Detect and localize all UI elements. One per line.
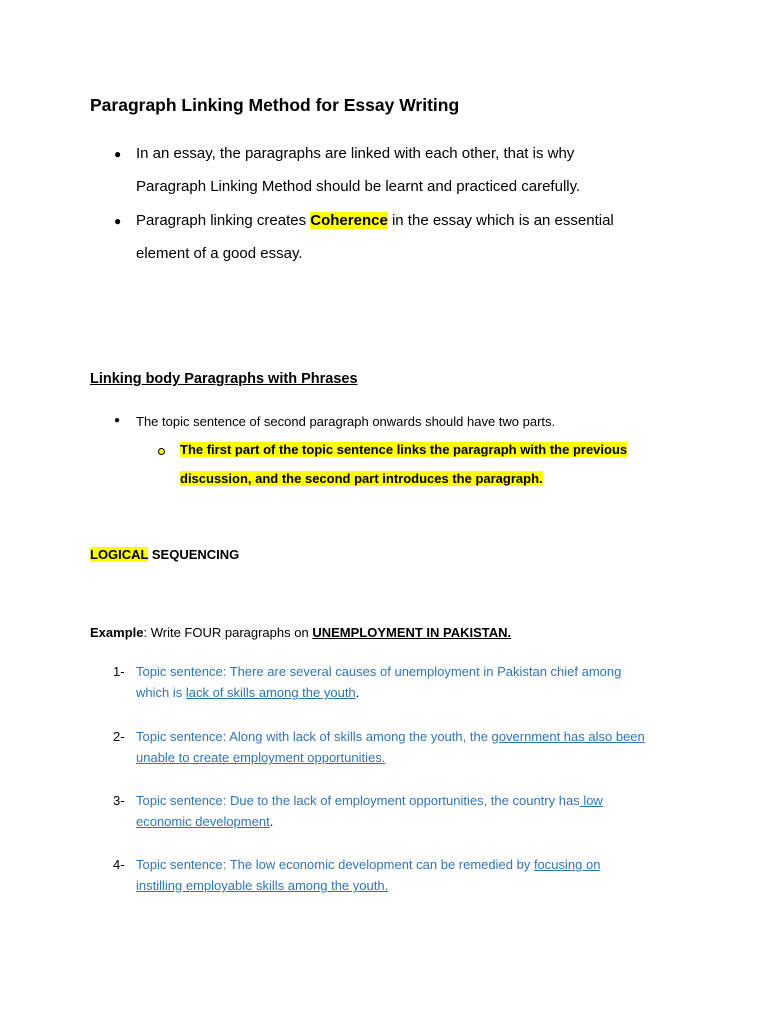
sub-bullet-line-1 [180,442,627,457]
example-topic: UNEMPLOYMENT IN PAKISTAN. [312,625,512,640]
example-label: Example [90,625,144,640]
intro-bullet-1-line-2: Paragraph Linking Method should be learnt and practiced carefully. [136,178,581,195]
item-text: which is [136,685,186,700]
bullet-dot: ● [114,415,121,426]
item-2-line-1 [136,729,645,744]
item-text: Topic sentence: Along with lack of skills among the youth, the [136,729,492,744]
section-bullet: The topic sentence of second paragraph onwards should have two parts. [136,414,556,429]
intro-bullet-2-line-2: element of a good essay. [136,245,303,262]
underlined-link-text: government has also been [491,729,645,744]
heading-rest: SEQUENCING [148,547,240,562]
underlined-link-text: unable to create employment opportunities. [136,750,386,765]
bullet-dot: ● [114,147,122,161]
section-heading: Linking body Paragraphs with Phrases [90,371,358,387]
item-text: Topic sentence: The low economic development can be remedied by [136,857,534,872]
item-text: Topic sentence: Due to the lack of employment opportunities, the country has [136,793,580,808]
item-number: 2- [113,729,125,744]
example-line [90,625,511,640]
item-text: . [355,685,360,700]
item-2-line-2 [136,750,385,765]
page-title: Paragraph Linking Method for Essay Writing [90,95,460,115]
item-4-line-2 [136,878,388,893]
item-3-line-2 [136,814,273,829]
underlined-link-text: low [579,793,603,808]
sub-bullet-line-2 [180,471,543,486]
logical-sequencing-heading [90,547,239,562]
intro-text: in the essay which is an essential [387,212,614,229]
highlight-logical: LOGICAL [90,547,149,562]
intro-bullet-2-line-1 [136,212,614,229]
intro-text: Paragraph linking creates [136,212,311,229]
highlighted-text: discussion, and the second part introduces the paragraph. [180,471,543,486]
item-1-line-1: Topic sentence: There are several causes of unemployment in Pakistan chief among [136,664,622,679]
intro-bullet-1-line-1: In an essay, the paragraphs are linked with each other, that is why [136,145,575,162]
highlight-coherence: Coherence [310,212,388,229]
bullet-dot: ● [114,214,122,228]
item-3-line-1 [136,793,603,808]
item-number: 4- [113,857,125,872]
item-text: . [269,814,274,829]
example-text: : Write FOUR paragraphs on [143,625,313,640]
item-number: 3- [113,793,125,808]
underlined-link-text: economic development [136,814,270,829]
highlighted-text: The first part of the topic sentence links the paragraph with the previous [180,442,628,457]
item-1-line-2 [136,685,359,700]
item-number: 1- [113,664,125,679]
underlined-link-text: instilling employable skills among the youth. [136,878,389,893]
item-4-line-1 [136,857,600,872]
underlined-link-text: lack of skills among the youth [185,685,356,700]
underlined-link-text: focusing on [533,857,601,872]
sub-bullet-circle [158,448,165,455]
